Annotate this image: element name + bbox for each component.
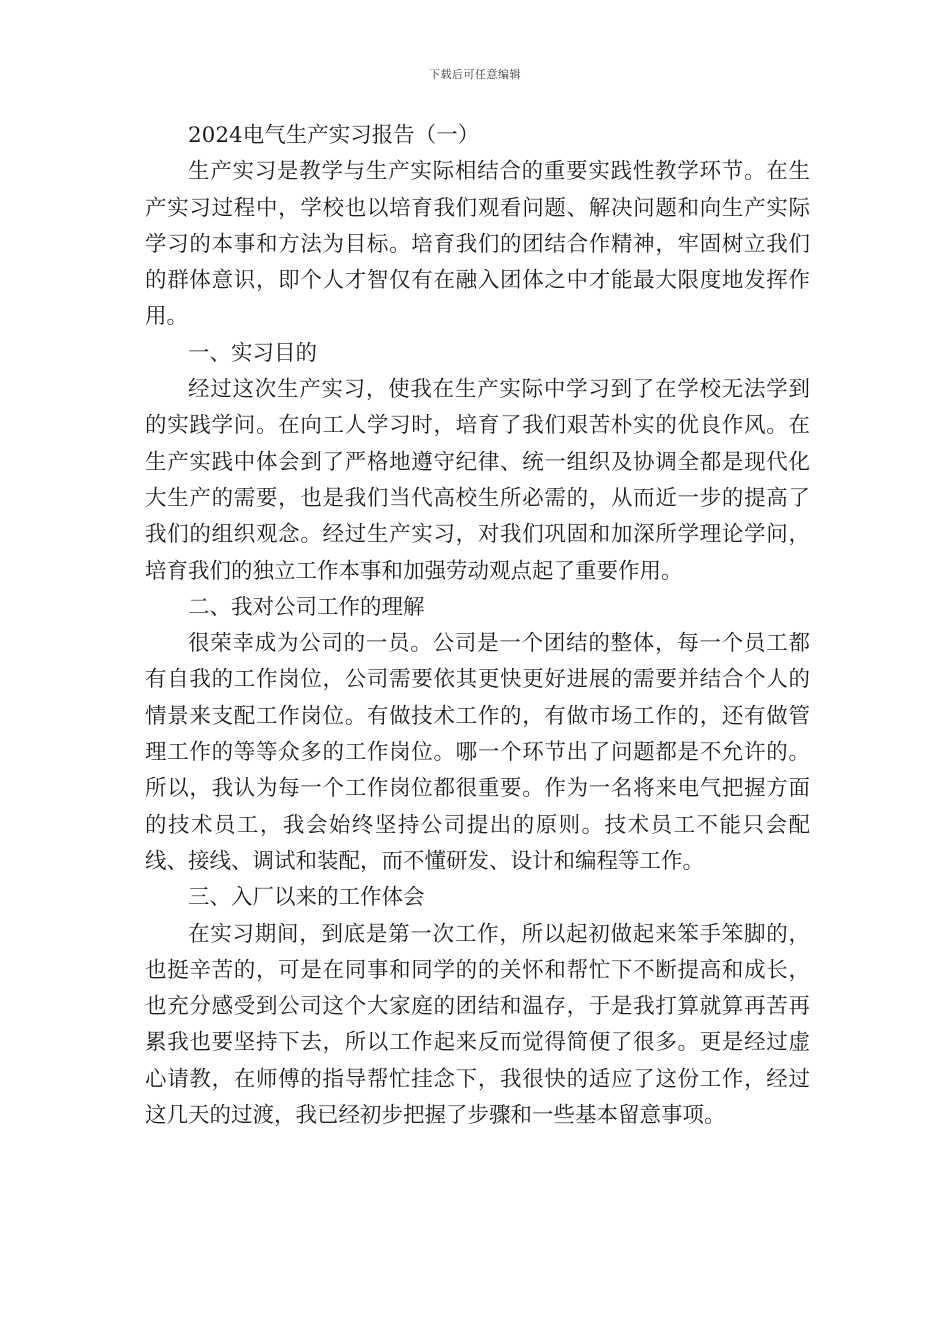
intro-paragraph: 生产实习是教学与生产实际相结合的重要实践性教学环节。在生产实习过程中，学校也以培育我们观看问题、解决问题和向生产实际学习的本事和方法为目标。培育我们的团结合作精神，牢固树立我们的群体意识，即个人才智仅有在融入团体之中才能最大限度地发挥作用。 [145, 159, 810, 330]
section-body-purpose: 经过这次生产实习，使我在生产实际中学习到了在学校无法学到的实践学问。在向工人学习时，培育了我们艰苦朴实的优良作风。在生产实践中体会到了严格地遵守纪律、统一组织及协调全都是现代化大生产的需要，也是我们当代高校生所必需的，从而近一步的提高了我们的组织观念。经过生产实习，对我们巩固和加深所学理论学问，培育我们的独立工作本事和加强劳动观点起了重要作用。 [145, 377, 810, 584]
document-title: 2024电气生产实习报告（一） [188, 123, 480, 148]
document-body [145, 118, 810, 1134]
page-header: 下载后可任意编辑 [429, 68, 521, 81]
section-body-experience: 在实习期间，到底是第一次工作，所以起初做起来笨手笨脚的，也挺辛苦的，可是在同事和同学的的关怀和帮忙下不断提高和成长，也充分感受到公司这个大家庭的团结和温存，于是我打算就算再苦再累我也要坚持下去，所以工作起来反而觉得简便了很多。更是经过虚心请教，在师傅的指导帮忙挂念下，我很快的适应了这份工作，经过这几天的过渡，我已经初步把握了步骤和一些基本留意事项。 [145, 921, 810, 1129]
section-heading-purpose: 一、实习目的 [188, 340, 318, 366]
section-body-understanding: 很荣幸成为公司的一员。公司是一个团结的整体，每一个员工都有自我的工作岗位，公司需要依其更快更好进展的需要并结合个人的情景来支配工作岗位。有做技术工作的，有做市场工作的，还有做管理工作的等等众多的工作岗位。哪一个环节出了问题都是不允许的。所以，我认为每一个工作岗位都很重要。作为一名将来电气把握方面的技术员工，我会始终坚持公司提出的原则。技术员工不能只会配线、接线、调试和装配，而不懂研发、设计和编程等工作。 [145, 631, 810, 874]
section-heading-experience: 三、入厂以来的工作体会 [188, 885, 425, 911]
section-heading-understanding: 二、我对公司工作的理解 [188, 594, 425, 620]
